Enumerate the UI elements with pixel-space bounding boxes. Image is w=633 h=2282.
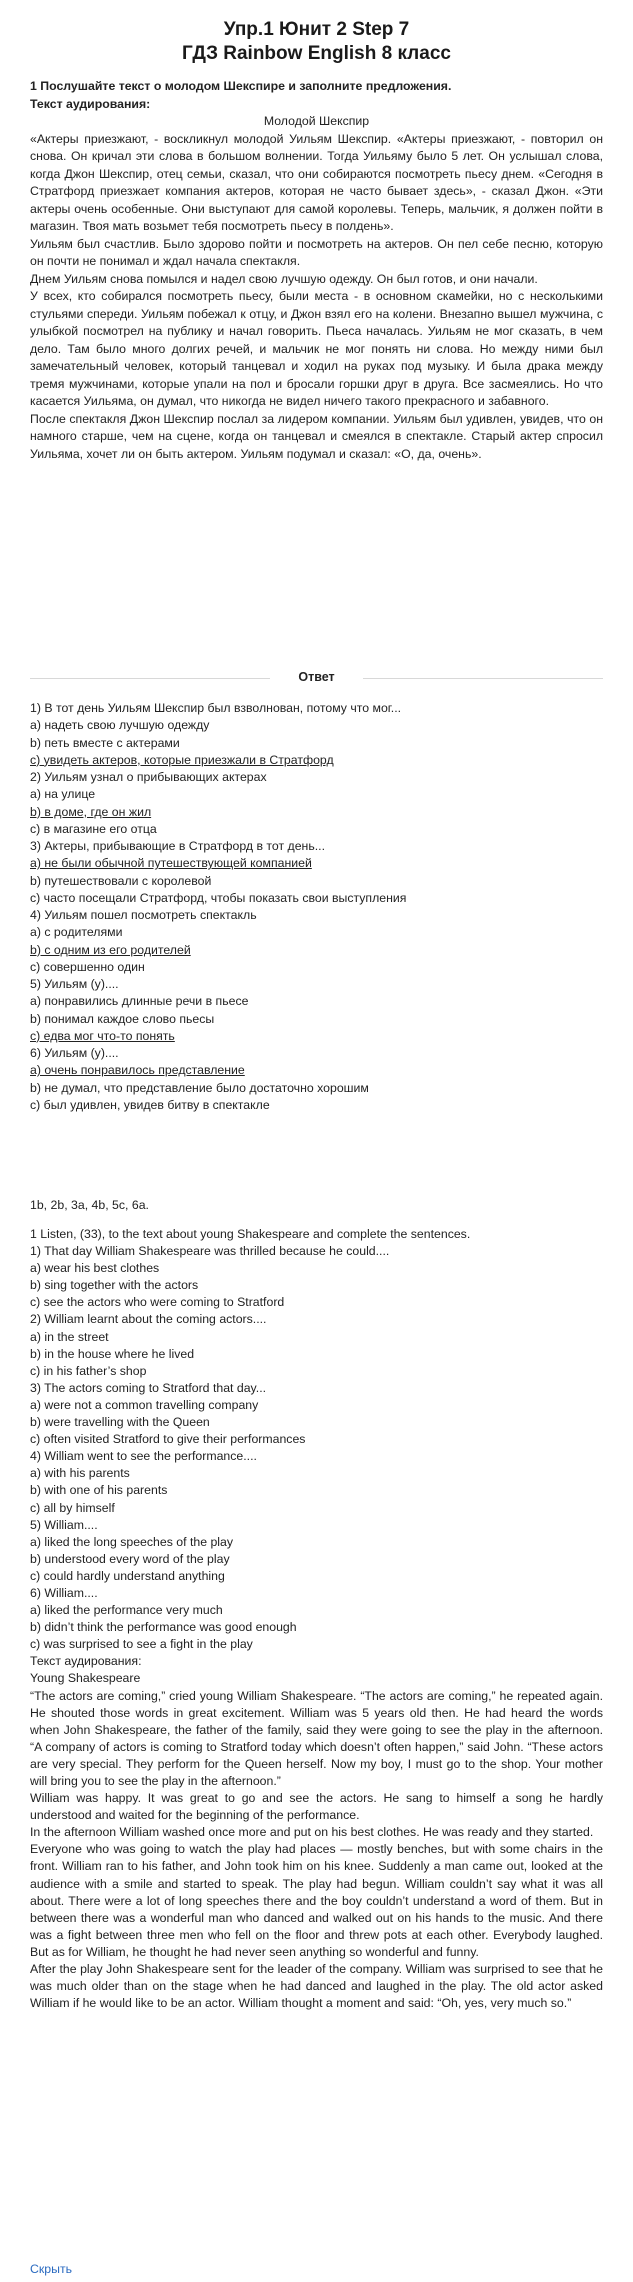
answer-line-correct (30, 942, 603, 959)
answer-line-correct (30, 1028, 603, 1045)
english-line: 3) The actors coming to Stratford that day... (30, 1380, 267, 1395)
answer-text: b) понимал каждое слово пьесы (30, 1011, 215, 1026)
story-paragraph: Уильям был счастлив. Было здорово пойти и посмотреть на актеров. Он пел себе песню, которую он почти не понимал и ждал начала спектакля. (30, 236, 603, 268)
answer-text: 4) Уильям пошел посмотреть спектакль (30, 908, 257, 922)
story-paragraph: Днем Уильям снова помылся и надел свою лучшую одежду. Он был готов, и они начали. (30, 271, 538, 286)
answer-text: b) с одним из его родителей (30, 942, 191, 957)
english-paragraph: Everyone who was going to watch the play had places — mostly benches, but with some chairs in the front. William ran to his father, and John took him on his knee. Suddenly a man came out, looked at the audience with a smile and started to speak. The play had begun. William couldn’t say what it was all about. There were a lot of long speeches there and the boy couldn’t understand a word of them. But in between there was a wonderful man who danced and walked out on his hands to the music. And there was a fight between three men who fell on the floor and threw pots at each other. Everybody laughed. But as for William, he thought he had never seen anything so wonderful and funny. (30, 1842, 603, 1959)
english-line: c) could hardly understand anything (30, 1568, 225, 1583)
answer-line (30, 976, 603, 993)
answer-line (30, 959, 603, 976)
answer-text: a) понравились длинные речи в пьесе (30, 994, 249, 1009)
answer-text: a) очень понравилось представление (30, 1063, 245, 1078)
english-line: a) with his parents (30, 1466, 130, 1481)
english-line: c) all by himself (30, 1500, 115, 1515)
english-line: 2) William learnt about the coming actors.... (30, 1312, 267, 1327)
task-section (30, 78, 603, 463)
answer-text: c) совершенно один (30, 959, 145, 974)
english-line: Текст аудирования: (30, 1654, 142, 1669)
english-line: b) with one of his parents (30, 1483, 168, 1498)
answer-line (30, 1080, 603, 1097)
english-line: b) in the house where he lived (30, 1346, 195, 1361)
answer-line (30, 907, 603, 924)
answer-line (30, 873, 603, 890)
answer-line (30, 1011, 603, 1028)
answer-line (30, 1097, 603, 1114)
answer-line (30, 993, 603, 1010)
english-line: a) wear his best clothes (30, 1261, 160, 1276)
answer-text: 3) Актеры, прибывающие в Стратфорд в тот день... (30, 839, 325, 853)
answer-line-correct (30, 1062, 603, 1079)
english-line: b) sing together with the actors (30, 1278, 199, 1293)
answer-line (30, 890, 603, 907)
answer-line (30, 1045, 603, 1062)
english-line: 1 Listen, (33), to the text about young Shakespeare and complete the sentences. (30, 1227, 471, 1241)
english-line: a) liked the long speeches of the play (30, 1534, 234, 1549)
english-line: b) understood every word of the play (30, 1551, 230, 1566)
answer-line (30, 786, 603, 803)
answer-line (30, 717, 603, 734)
english-line: b) didn’t think the performance was good enough (30, 1620, 297, 1635)
story-title: Молодой Шекспир (263, 114, 370, 128)
story-paragraph: «Актеры приезжают, - воскликнул молодой Уильям Шекспир. «Актеры приезжают, - повторил он снова. Он кричал эти слова в большом волнении. Тогда Уильяму было 5 лет. Он услышал слова, когда Джон Шекспир, отец семьи, сказал, что они собираются посмотреть пьесу днем. «Сегодня в Стратфорд приезжает компания актеров, которая не часто бывает здесь», - сказал Джон. «Эти актеры очень особенные. Они выступают для самой королевы. Теперь, мальчик, я должен пойти в магазин. Твоя мать возьмет тебя посмотреть пьесу в полдень». (30, 131, 603, 233)
answer-summary: 1b, 2b, 3a, 4b, 5c, 6a. (30, 1198, 149, 1212)
answer-line (30, 924, 603, 941)
answer-text: а) надеть свою лучшую одежду (30, 718, 210, 733)
answer-text: a) с родителями (30, 925, 123, 940)
answer-text: b) в доме, где он жил (30, 804, 152, 819)
english-line: b) were travelling with the Queen (30, 1415, 210, 1430)
divider-line-right (363, 678, 603, 679)
answer-line (30, 735, 603, 752)
answer-line-correct (30, 804, 603, 821)
answer-text: b) не думал, что представление было достаточно хорошим (30, 1080, 369, 1095)
english-line: c) see the actors who were coming to Stratford (30, 1295, 285, 1310)
english-paragraph: In the afternoon William washed once more and put on his best clothes. He was ready and they started. (30, 1825, 594, 1840)
answer-line (30, 821, 603, 838)
english-line: c) was surprised to see a fight in the play (30, 1637, 253, 1652)
answer-text: a) не были обычной путешествующей компанией (30, 856, 312, 871)
answer-text: c) едва мог что-то понять (30, 1028, 175, 1043)
answer-text: c) был удивлен, увидев битву в спектакле (30, 1097, 270, 1112)
task-instruction: 1 Послушайте текст о молодом Шекспире и заполните предложения. (30, 79, 452, 93)
english-line: 4) William went to see the performance.... (30, 1449, 257, 1464)
answer-list (30, 700, 603, 1114)
answer-divider (30, 672, 603, 684)
english-line: c) in his father’s shop (30, 1363, 147, 1378)
english-paragraph: William was happy. It was great to go and see the actors. He sang to himself a song he hardly understood and waited for the beginning of the performance. (30, 1791, 603, 1823)
english-section (30, 1226, 603, 2012)
english-line: a) were not a common travelling company (30, 1397, 259, 1412)
english-line: Young Shakespeare (30, 1671, 141, 1686)
english-line: a) in the street (30, 1329, 109, 1344)
english-line: 5) William.... (30, 1517, 98, 1532)
answer-line-correct (30, 752, 603, 769)
answer-text: c) часто посещали Стратфорд, чтобы показать свои выступления (30, 890, 407, 905)
english-line: 1) That day William Shakespeare was thrilled because he could.... (30, 1244, 390, 1259)
listening-label: Текст аудирования: (30, 96, 151, 111)
answer-text: c) увидеть актеров, которые приезжали в Стратфорд (30, 752, 334, 767)
english-line: a) liked the performance very much (30, 1603, 223, 1618)
english-paragraph: “The actors are coming,” cried young William Shakespeare. “The actors are coming,” he repeated again. He shouted those words in great excitement. William was 5 years old then. He had heard the words when John Shakespeare, the father of the family, said they were going to see the play in the afternoon. “A company of actors is coming to Stratford today which doesn’t often happen,” said John. “These actors are very special. They perform for the Queen herself. Now my boy, I must go to the shop. Your mother will bring you to see the play in the afternoon.” (30, 1688, 603, 1788)
answer-text: 2) Уильям узнал о прибывающих актерах (30, 770, 267, 784)
hide-link[interactable]: Скрыть (30, 2262, 72, 2276)
answer-text: 6) Уильям (у).... (30, 1046, 119, 1060)
answer-text: a) на улице (30, 787, 96, 802)
answer-text: b) путешествовали с королевой (30, 873, 212, 888)
story-paragraph: У всех, кто собирался посмотреть пьесу, были места - в основном скамейки, но с несколькими стульями спереди. Уильям побежал к отцу, и Джон взял его на колени. Внезапно вышел мужчина, с улыбкой посмотрел на публику и начал говорить. Пьеса началась. Уильям не мог сказать, в чем дело. Там было много долгих речей, и мальчик не мог понять ни слова. Но между ними был замечательный человек, который танцевал и ходил на руках под музыку. И была драка между тремя мужчинами, которые упали на пол и бросали горшки друг в друга. Все засмеялись. Но что касается Уильяма, он думал, что никогда не видел ничего такого прекрасного и забавного. (30, 289, 603, 408)
english-line: c) often visited Stratford to give their performances (30, 1432, 306, 1447)
answer-text: 5) Уильям (у).... (30, 977, 119, 991)
answer-line (30, 769, 603, 786)
answer-text: b) петь вместе с актерами (30, 735, 180, 750)
english-task-lines (30, 1226, 603, 1688)
page-subtitle: ГДЗ Rainbow English 8 класс (182, 43, 451, 64)
answer-line (30, 838, 603, 855)
answer-text: 1) В тот день Уильям Шекспир был взволнован, потому что мог... (30, 701, 402, 715)
answer-text: c) в магазине его отца (30, 821, 157, 836)
english-line: 6) William.... (30, 1585, 98, 1600)
story-paragraph: После спектакля Джон Шекспир послал за лидером компании. Уильям был удивлен, увидев, что он намного старше, чем на сцене, когда он танцевал и смеялся в спектакле. Старый актер спросил Уильяма, хочет ли он быть актером. Уильям подумал и сказал: «О, да, очень». (30, 411, 603, 461)
answer-line (30, 700, 603, 717)
answer-heading: Ответ (298, 670, 335, 684)
english-paragraph: After the play John Shakespeare sent for the leader of the company. William was surprised to see that he was much older than on the stage when he had danced and laughed in the play. The old actor asked William if he would like to be an actor. William thought a moment and said: “Oh, yes, very much so.” (30, 1962, 603, 2011)
page-title: Упр.1 Юнит 2 Step 7 (223, 19, 410, 40)
answer-line-correct (30, 855, 603, 872)
